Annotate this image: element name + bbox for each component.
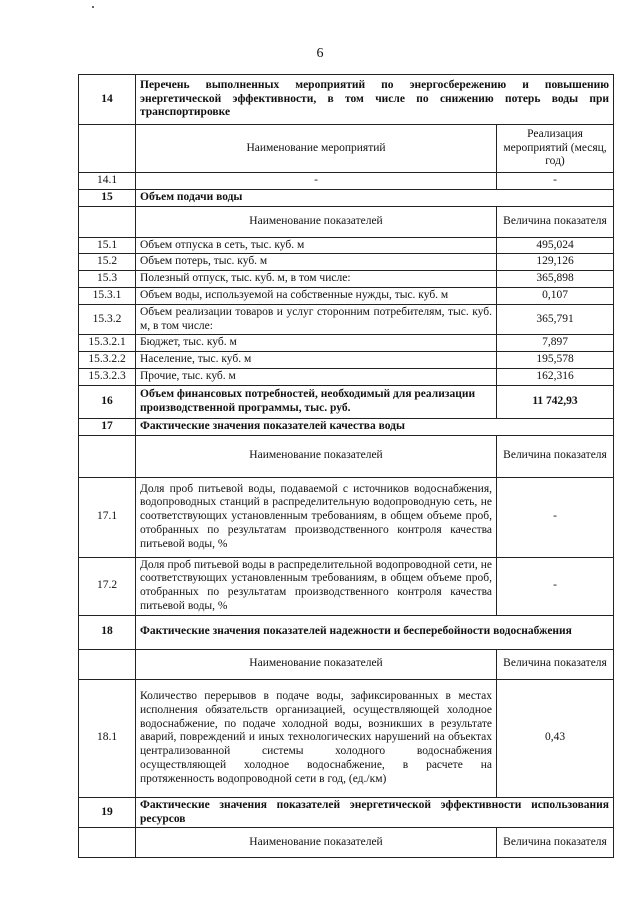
column-header-name: Наименование показателей [136, 206, 497, 237]
section-title: Объем финансовых потребностей, необходимый для реализации производственной программы, тыс. руб. [136, 385, 497, 418]
row-number: 15.3.2.2 [79, 352, 136, 369]
table-row [79, 254, 614, 271]
row-number: 17.2 [79, 557, 136, 615]
section-header-14 [79, 75, 614, 125]
row-value: 195,578 [497, 352, 614, 369]
row-number: 17.1 [79, 477, 136, 557]
table-row [79, 557, 614, 615]
column-header-row [79, 435, 614, 477]
row-number: 15.3 [79, 271, 136, 288]
column-header-name: Наименование показателей [136, 649, 497, 679]
section-number: 17 [79, 418, 136, 435]
table-row [79, 287, 614, 304]
column-header-row [79, 206, 614, 237]
column-header-value: Величина показателя [497, 649, 614, 679]
row-name: - [136, 173, 497, 190]
row-value: 162,316 [497, 368, 614, 385]
row-value: 129,126 [497, 254, 614, 271]
row-number: 18.1 [79, 679, 136, 797]
column-header-row [79, 125, 614, 173]
page-number: 6 [316, 46, 324, 61]
section-title: Фактические значения показателей качества воды [136, 418, 614, 435]
section-title: Перечень выполненных мероприятий по энергосбережению и повышению энергетической эффективности, в том числе по снижению потерь воды при транспортировке [136, 75, 614, 125]
row-value: 365,791 [497, 304, 614, 335]
column-header-value: Величина показателя [497, 435, 614, 477]
row-value: - [497, 173, 614, 190]
table-row [79, 335, 614, 352]
table-row [79, 237, 614, 254]
row-value: - [497, 557, 614, 615]
row-name: Бюджет, тыс. куб. м [136, 335, 497, 352]
row-name: Население, тыс. куб. м [136, 352, 497, 369]
section-number: 15 [79, 189, 136, 206]
row-name: Количество перерывов в подаче воды, зафиксированных в местах исполнения обязательств организацией, осуществляющей холодное водоснабжение, по подаче холодной воды, возникших в результате аварий, повреждений и иных технологических нарушений на объектах централизованной системы холодного водоснабжения осуществляющей холодное водоснабжение, в расчете на протяженность водопроводной сети в год, (ед./км) [136, 679, 497, 797]
row-number: 15.1 [79, 237, 136, 254]
section-header-15 [79, 189, 614, 206]
column-header-row [79, 649, 614, 679]
section-header-18 [79, 615, 614, 649]
column-header-row [79, 828, 614, 858]
table-row [79, 679, 614, 797]
column-header-value: Величина показателя [497, 206, 614, 237]
column-header-name: Наименование показателей [136, 435, 497, 477]
section-value: 11 742,93 [497, 385, 614, 418]
row-number: 15.3.2.1 [79, 335, 136, 352]
row-number: 15.3.2.3 [79, 368, 136, 385]
column-header-value: Величина показателя [497, 828, 614, 858]
column-header-name: Наименование показателей [136, 828, 497, 858]
row-name: Объем отпуска в сеть, тыс. куб. м [136, 237, 497, 254]
section-number: 18 [79, 615, 136, 649]
row-value: 365,898 [497, 271, 614, 288]
row-name: Полезный отпуск, тыс. куб. м, в том числе: [136, 271, 497, 288]
table-row [79, 271, 614, 288]
row-value: 7,897 [497, 335, 614, 352]
section-title: Фактические значения показателей надежности и бесперебойности водоснабжения [136, 615, 614, 649]
section-header-16 [79, 385, 614, 418]
table-row [79, 304, 614, 335]
report-table [78, 74, 614, 858]
row-name: Объем воды, используемой на собственные нужды, тыс. куб. м [136, 287, 497, 304]
row-number: 15.3.2 [79, 304, 136, 335]
row-value: 0,107 [497, 287, 614, 304]
table-row [79, 477, 614, 557]
row-number: 15.3.1 [79, 287, 136, 304]
section-number: 19 [79, 797, 136, 828]
row-name: Объем потерь, тыс. куб. м [136, 254, 497, 271]
row-value: - [497, 477, 614, 557]
row-name: Доля проб питьевой воды, подаваемой с источников водоснабжения, водопроводных станций в распределительную водопроводную сеть, не соответствующих установленным требованиям, в общем объеме проб, отобранных по результатам производственного контроля качества питьевой воды, % [136, 477, 497, 557]
row-number: 14.1 [79, 173, 136, 190]
row-number: 15.2 [79, 254, 136, 271]
table-row [79, 368, 614, 385]
section-number: 16 [79, 385, 136, 418]
table-row [79, 173, 614, 190]
column-header-name: Наименование мероприятий [136, 125, 497, 173]
table-row [79, 352, 614, 369]
row-value: 0,43 [497, 679, 614, 797]
row-name: Объем реализации товаров и услуг сторонним потребителям, тыс. куб. м, в том числе: [136, 304, 497, 335]
row-name: Доля проб питьевой воды в распределительной водопроводной сети, не соответствующих установленным требованиям, в общем объеме проб, отобранных по результатам производственного контроля качества питьевой воды, % [136, 557, 497, 615]
section-title: Объем подачи воды [136, 189, 614, 206]
section-header-19 [79, 797, 614, 828]
section-number: 14 [79, 75, 136, 125]
scan-speck [92, 6, 94, 8]
column-header-value: Реализация мероприятий (месяц, год) [497, 125, 614, 173]
row-name: Прочие, тыс. куб. м [136, 368, 497, 385]
row-value: 495,024 [497, 237, 614, 254]
section-header-17 [79, 418, 614, 435]
section-title: Фактические значения показателей энергетической эффективности использования ресурсов [136, 797, 614, 828]
